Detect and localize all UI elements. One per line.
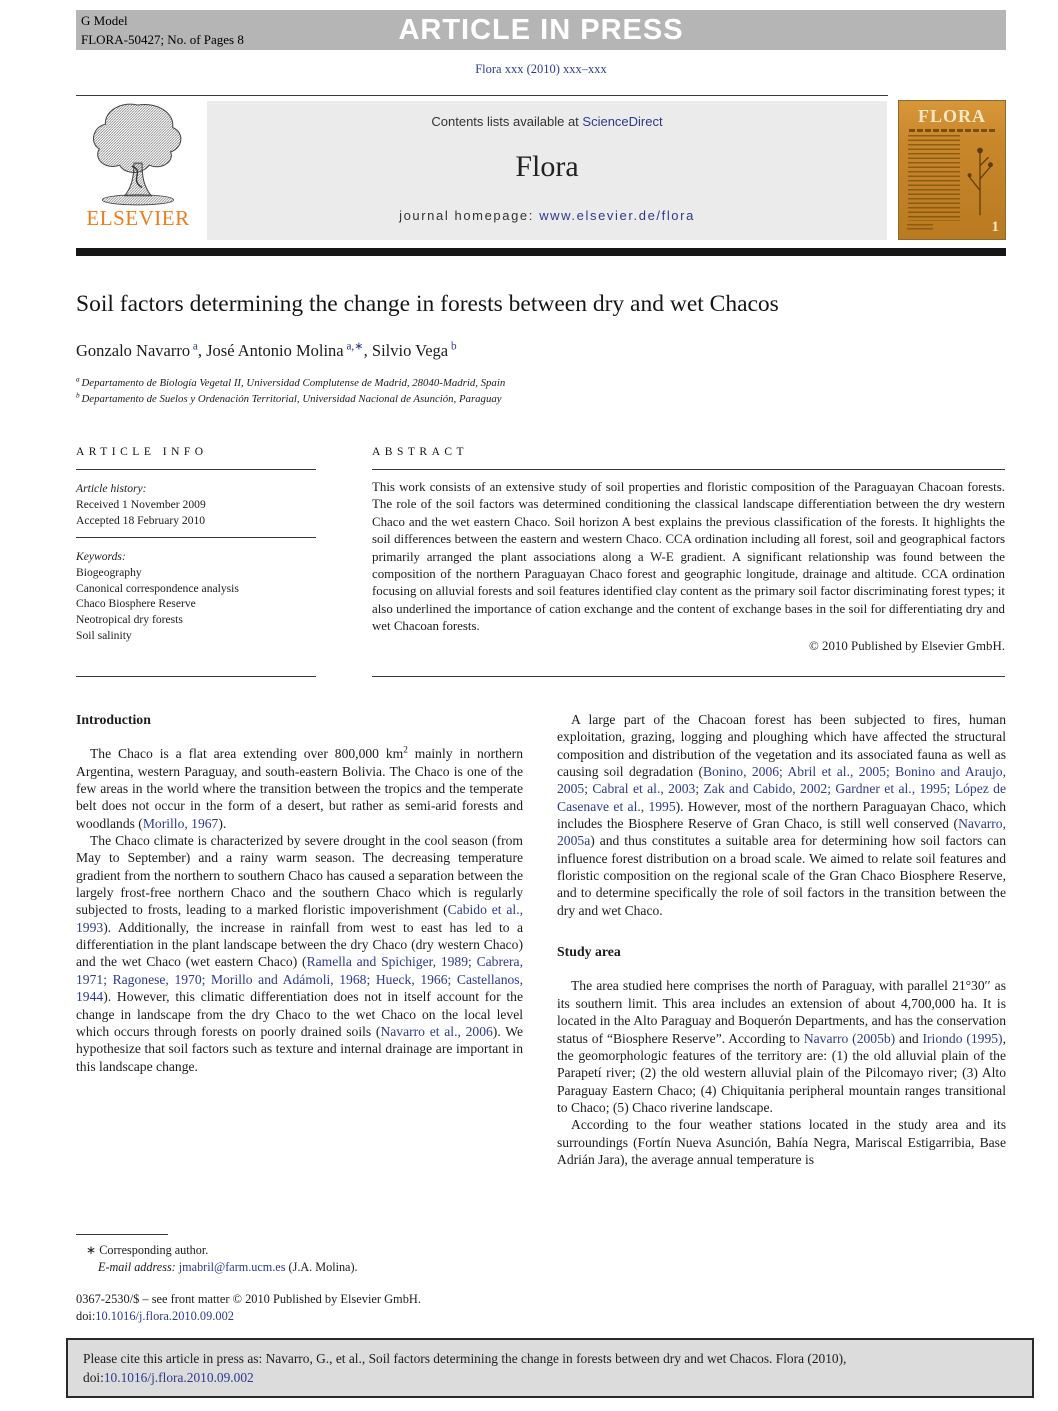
article-title: Soil factors determining the change in forests between dry and wet Chacos (76, 291, 779, 317)
corresponding-author-footnote (76, 1234, 523, 1275)
reference-link[interactable]: Cabido et al., 1993 (76, 902, 523, 935)
contents-line: Contents lists available at ScienceDirect (431, 114, 663, 129)
divider (76, 676, 316, 677)
reference-link[interactable]: 10.1016/j.flora.2010.09.002 (95, 1309, 234, 1323)
divider (372, 469, 1005, 470)
reference-link[interactable]: Bonino, 2006; Abril et al., 2005; Bonino and Araujo, 2005; Cabral et al., 2003; Zak and Cabido, 2002; Gardner et al., 1995; López de Casenave et al., 1995 (557, 764, 1006, 814)
cover-title: FLORA (918, 106, 986, 126)
paragraph: The Chaco is a flat area extending over 800,000 $km^2$ mainly in northern Argentina, western Paraguay, and south-eastern Bolivia. The Chaco is one of the few areas in the world where the transition between the tropics and the temperate belt does not occur in the form of a desert, but rather as semi-arid forests and woodlands (Morillo, 1967). (76, 744, 523, 831)
reference-link[interactable]: Morillo, 1967 (142, 815, 219, 831)
cover-issue-number: 1 (991, 219, 999, 235)
divider-thick (76, 248, 1006, 256)
elsevier-tree-icon (74, 102, 202, 208)
abstract-heading: ABSTRACT (372, 446, 469, 458)
footnote-rule (76, 1234, 168, 1235)
article-info-heading: ARTICLE INFO (76, 446, 208, 458)
keyword-item: Chaco Biosphere Reserve (76, 597, 196, 611)
reference-link[interactable]: Iriondo (1995) (922, 1030, 1003, 1046)
journal-cover-thumbnail[interactable] (898, 100, 1006, 240)
keyword-list (76, 565, 356, 644)
affiliation-b: $^b$ Departamento de Suelos y Ordenación Territorial, Universidad Nacional de Asunción, Paraguay (76, 390, 502, 405)
affiliation-a: $^a$ Departamento de Biología Vegetal II, Universidad Complutense de Madrid, 28040-Madrid, Spain (76, 374, 506, 389)
reference-link[interactable]: a (190, 340, 198, 353)
elsevier-logo[interactable] (74, 102, 202, 240)
front-matter (76, 1291, 576, 1325)
keywords-label: Keywords: (76, 550, 126, 563)
reference-link[interactable]: Navarro (2005b) (803, 1030, 896, 1046)
doi-line: doi:10.1016/j.flora.2010.09.002 (76, 1309, 234, 1323)
affiliations (76, 375, 996, 407)
reference-link[interactable]: Ramella and Spichiger, 1989; Cabrera, 1971; Ragonese, 1970; Morillo and Adámoli, 1968; Hueck, 1966; Castellanos, 1944 (76, 954, 523, 1005)
reference-link[interactable]: www.elsevier.de/flora (539, 208, 695, 223)
email-line: E-mail address: jmabril@farm.ucm.es (J.A. Molina). (98, 1259, 358, 1274)
journal-name: Flora (515, 150, 579, 183)
history-item: Received 1 November 2009 (76, 498, 206, 511)
keyword-item: Canonical correspondence analysis (76, 581, 239, 595)
g-model-label: G Model (81, 13, 128, 28)
paragraph: According to the four weather stations located in the study area and its surroundings (Fortín Nueva Asunción, Bahía Negra, Mariscal Estigarribia, Base Adrián Jara), the average annual temperature is (557, 1117, 1006, 1167)
body-column-left (76, 711, 523, 1075)
journal-masthead (207, 101, 887, 240)
divider (76, 469, 316, 470)
reference-link[interactable]: ScienceDirect (582, 114, 663, 129)
please-cite-box: Please cite this article in press as: Navarro, G., et al., Soil factors determining the change in forests between dry and wet Chacos. Flora (2010), doi:10.1016/j.flora.2010.09.002 (66, 1338, 1034, 1398)
article-in-press-banner (76, 10, 1006, 50)
divider (76, 537, 316, 538)
reference-link[interactable]: 10.1016/j.flora.2010.09.002 (103, 1370, 254, 1385)
keyword-item: Soil salinity (76, 628, 132, 642)
reference-link[interactable]: Navarro et al., 2006 (380, 1023, 493, 1039)
history-label: Article history: (76, 482, 147, 495)
body-column-right (557, 711, 1006, 1168)
cover-imprint-lines (907, 224, 933, 232)
reference-link[interactable]: jmabril@farm.ucm.es (178, 1259, 286, 1274)
model-id: FLORA-50427; No. of Pages 8 (81, 32, 244, 47)
issn-line: 0367-2530/$ – see front matter © 2010 Published by Elsevier GmbH. (76, 1292, 421, 1306)
abstract-text-block (372, 479, 1005, 655)
paragraph: The area studied here comprises the north of Paraguay, with parallel 21°30′′ as its southern limit. This area includes an extension of about 4,700,000 ha. It is located in the Alto Paraguay and Boquerón Departments, and has the conservation status of “Biosphere Reserve”. According to Navarro (2005b) and Iriondo (1995), the geomorphologic features of the territory are: (1) the old alluvial plain of the Parapetí river; (2) the old western alluvial plain of the Pilcomayo river; (3) Alto Paraguay Eastern Chaco; (4) Chiquitania peripheral mountain ranges transitional to Chaco; (5) Chaco riverine landscape. (557, 978, 1006, 1115)
paragraph: A large part of the Chacoan forest has been subjected to fires, human exploitation, grazing, logging and ploughing which have affected the structural composition and distribution of the vegetation and its associated fauna as well as causing soil degradation (Bonino, 2006; Abril et al., 2005; Bonino and Araujo, 2005; Cabral et al., 2003; Zak and Cabido, 2002; Gardner et al., 1995; López de Casenave et al., 1995). However, most of the northern Paraguayan Chaco, which includes the Biosphere Reserve of Gran Chaco, is still well conserved (Navarro, 2005a) and thus constitutes a suitable area for determining how soil factors can influence forest distribution on a broad scale. We aimed to relate soil features and floristic composition on the regional scale of the Gran Chaco Biosphere Reserve, and to determine specifically the role of soil factors in the transition between the dry and wet Chaco. (557, 712, 1006, 918)
divider (76, 95, 888, 96)
abstract-text: This work consists of an extensive study of soil properties and floristic composition of the Paraguayan Chacoan forests. The role of the soil factors was determined conditioning the classical landscape differentiation between the dry western Chaco and the wet eastern Chaco. Soil horizon A best explains the previous classification of the forests. It highlights the soil differences between the eastern and western Chaco. CCA ordination including all forest, soil and geographical factors primarily arranged the plant associations along a W-E gradient. A significant relationship was found between the composition of the northern Paraguayan Chaco forest and geographic longitude, drainage and altitude. CCA ordination focusing on alluvial forests and soil features identified clay content as the primary soil factor discriminating forest types; it also underlined the importance of cation exchange and the content of exchange bases in the soil for differentiating dry and wet Chacoan forests. (372, 480, 1005, 634)
homepage-line: journal homepage: www.elsevier.de/flora (399, 208, 695, 223)
reference-link[interactable]: a,∗ (343, 340, 364, 353)
article-history (76, 481, 336, 529)
elsevier-wordmark: ELSEVIER (86, 206, 190, 230)
journal-citation-line: Flora xxx (2010) xxx–xxx (475, 62, 607, 76)
paragraph: The Chaco climate is characterized by severe drought in the cool season (from May to September) and a rainy warm season. The decreasing temperature gradient from the northern to southern Chaco has caused a separation between the largely frost-free northern Chaco and the southern Chaco which is regularly subjected to frosts, leading to a marked floristic impoverishment (Cabido et al., 1993). Additionally, the increase in rainfall from west to east has led to a differentiation in the plant landscape between the dry Chaco (dry western Chaco) and the wet Chaco (wet eastern Chaco) (Ramella and Spichiger, 1989; Cabrera, 1971; Ragonese, 1970; Morillo and Adámoli, 1968; Hueck, 1966; Castellanos, 1944). However, this climatic differentiation does not in itself account for the change in landscape from the dry Chaco to the wet Chaco on the local level which occurs through forests on poorly drained soils (Navarro et al., 2006). We hypothesize that soil factors such as texture and internal drainage are important in this landscape change. (76, 833, 523, 1074)
introduction-heading: Introduction (76, 712, 151, 727)
cover-plant-icon (961, 137, 999, 226)
cover-contents-lines (908, 135, 960, 221)
study-area-heading: Study area (557, 944, 621, 960)
keywords (76, 549, 356, 644)
abstract-copyright: © 2010 Published by Elsevier GmbH. (809, 638, 1005, 653)
cover-subtitle-lines (909, 129, 995, 132)
history-item: Accepted 18 February 2010 (76, 514, 206, 527)
author-line: Gonzalo Navarro $^a$, José Antonio Molina $^{a,∗}$, Silvio Vega $^b$ (76, 340, 457, 360)
keyword-item: Biogeography (76, 565, 142, 579)
history-items (76, 497, 336, 529)
reference-link[interactable]: b (448, 340, 457, 353)
keyword-item: Neotropical dry forests (76, 613, 183, 627)
divider (372, 676, 1005, 677)
corresponding-author-line: ∗ Corresponding author. (86, 1243, 209, 1257)
reference-link[interactable]: Navarro, 2005a (557, 816, 1006, 849)
banner-title: ARTICLE IN PRESS (398, 14, 684, 46)
